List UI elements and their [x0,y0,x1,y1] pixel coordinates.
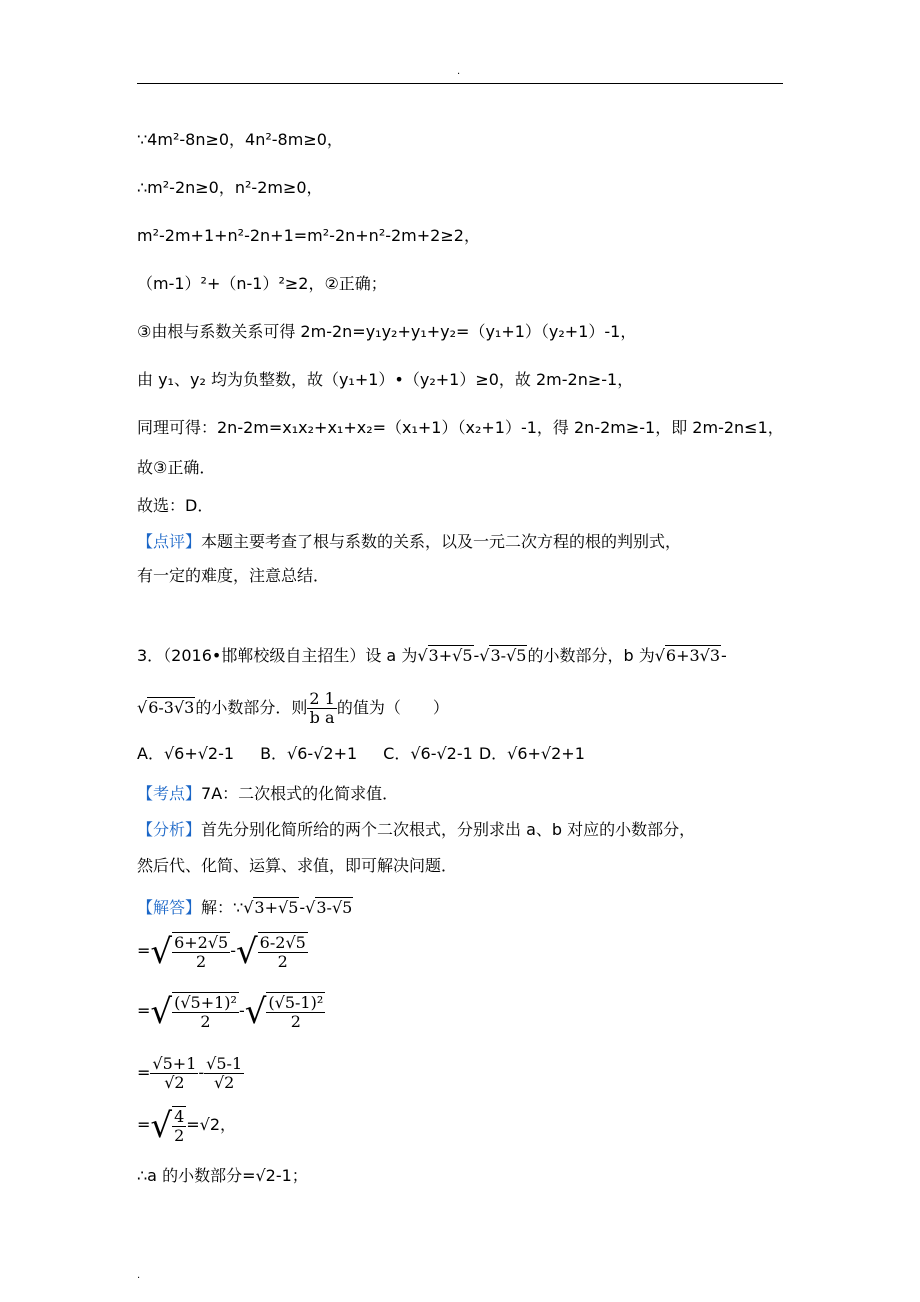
s3b-den: √2 [213,1073,235,1092]
line-3: m²-2m+1+n²-2n+1=m²-2n+n²-2m+2≥2， [137,226,480,245]
option-d: D．√6+√2+1 [478,744,585,763]
q3-kaodian [137,784,398,804]
jieda-tag: 【解答】 [137,898,202,917]
line-6: 由 y₁、y₂ 均为负整数，故（y₁+1）•（y₂+1）≥0，故 2m-2n≥-1， [137,370,634,389]
s2b-den: 2 [290,1012,301,1031]
line-4: （m-1）²+（n-1）²≥2，②正确； [137,274,387,293]
minus-sign-2: - [721,646,727,665]
q3-options [137,744,585,764]
s4-num: 4 [174,1107,185,1126]
s2b-num: (√5-1)² [268,993,324,1012]
line-2: ∴m²-2n≥0，n²-2m≥0， [137,178,323,197]
s1a-den: 2 [196,952,207,971]
q3-tail: 的值为（ ） [336,698,449,717]
line-8: 故③正确． [137,458,216,477]
fraction-den: b a [309,708,335,727]
q3-head: 3．（2016•邯郸校级自主招生）设 a 为 [137,646,418,665]
radical-4-body: 6-3√3 [148,698,195,717]
radical-5-body: 3+√5 [254,898,299,917]
eq-2: = [137,1001,151,1020]
s1b-den: 2 [277,952,288,971]
big-radical-4: √ [150,1105,173,1146]
big-radical-1a: √ [150,931,173,972]
big-radical-2a: √ [150,991,173,1032]
fraction-num: 2 1 [309,689,335,708]
option-b: B．√6-√2+1 [260,744,358,763]
s3a-num: √5+1 [152,1054,197,1073]
big-radical-1b: √ [236,931,258,972]
step-3 [137,1054,244,1092]
line-7: 同理可得：2n-2m=x₁x₂+x₁+x₂=（x₁+1）（x₂+1）-1，得 2n-2m≥-1，即 2m-2n≤1， [137,418,784,437]
eq-3: = [137,1063,151,1082]
eq-4: = [137,1115,151,1134]
s3b-num: √5-1 [206,1054,243,1073]
q3-mid: 的小数部分，b 为 [527,646,655,665]
q3-line-1 [137,646,727,666]
comment-tag: 【点评】 [137,532,202,551]
comment-text-1: 本题主要考查了根与系数的关系，以及一元二次方程的根的判别式， [201,532,682,551]
radical-6: √3-√5 [305,898,353,917]
fenxi-text-1: 首先分别化简所给的两个二次根式，分别求出 a、b 对应的小数部分， [201,820,696,839]
comment-line-2: 有一定的难度，注意总结． [137,566,330,585]
fenxi-tag: 【分析】 [137,820,202,839]
q3-jieda [137,898,353,918]
q3-line2-mid: 的小数部分．则 [195,698,308,717]
big-radical-2b: √ [244,991,267,1032]
minus-s3: - [198,1063,205,1082]
minus-sign-3: - [299,898,306,917]
option-a: A．√6+√2-1 [137,744,235,763]
radical-3: √6+3√3 [654,646,721,665]
radical-1-body: 3+√5 [428,646,473,665]
radical-5: √3+√5 [243,898,299,917]
header-rule [137,83,783,84]
line-9: 故选：D． [137,496,214,515]
s2a-num: (√5+1)² [174,993,237,1012]
radical-1: √3+√5 [417,646,473,665]
s2a-den: 2 [200,1012,211,1031]
line-5: ③由根与系数关系可得 2m-2n=y₁y₂+y₁+y₂=（y₁+1）（y₂+1）-1， [137,322,637,341]
jieda-head: 解：∵ [201,898,244,917]
step-2 [137,992,325,1031]
comment-line-1 [137,532,681,552]
radical-6-body: 3-√5 [316,898,353,917]
q3-fenxi-1 [137,820,695,840]
step-4 [137,1106,236,1145]
kaodian-text: 7A：二次根式的化简求值． [201,784,399,803]
s4-tail: =√2， [186,1115,237,1134]
minus-sign: - [473,646,480,665]
s1b-num: 6-2√5 [259,933,306,952]
kaodian-tag: 【考点】 [137,784,202,803]
final-line: ∴a 的小数部分=√2-1； [137,1166,308,1185]
radical-2: √3-√5 [479,646,527,665]
s4-den: 2 [174,1126,185,1145]
fraction-2b-1a [307,690,336,727]
minus-s2: - [238,1001,245,1020]
q3-line-2 [137,690,449,727]
option-c: C．√6-√2-1 [383,744,473,763]
eq-1: = [137,941,151,960]
s3a-den: √2 [164,1073,185,1092]
radical-4: √6-3√3 [137,698,195,717]
q3-fenxi-2: 然后代、化简、运算、求值，即可解决问题． [137,856,458,875]
s1a-num: 6+2√5 [174,933,229,952]
radical-2-body: 3-√5 [490,646,527,665]
header-dot: . [457,66,461,77]
step-1 [137,932,308,971]
footer-dot: . [137,1270,141,1281]
radical-3-body: 6+3√3 [665,646,721,665]
line-1: ∵4m²-8n≥0，4n²-8m≥0， [137,130,343,149]
minus-s1: - [230,941,236,960]
